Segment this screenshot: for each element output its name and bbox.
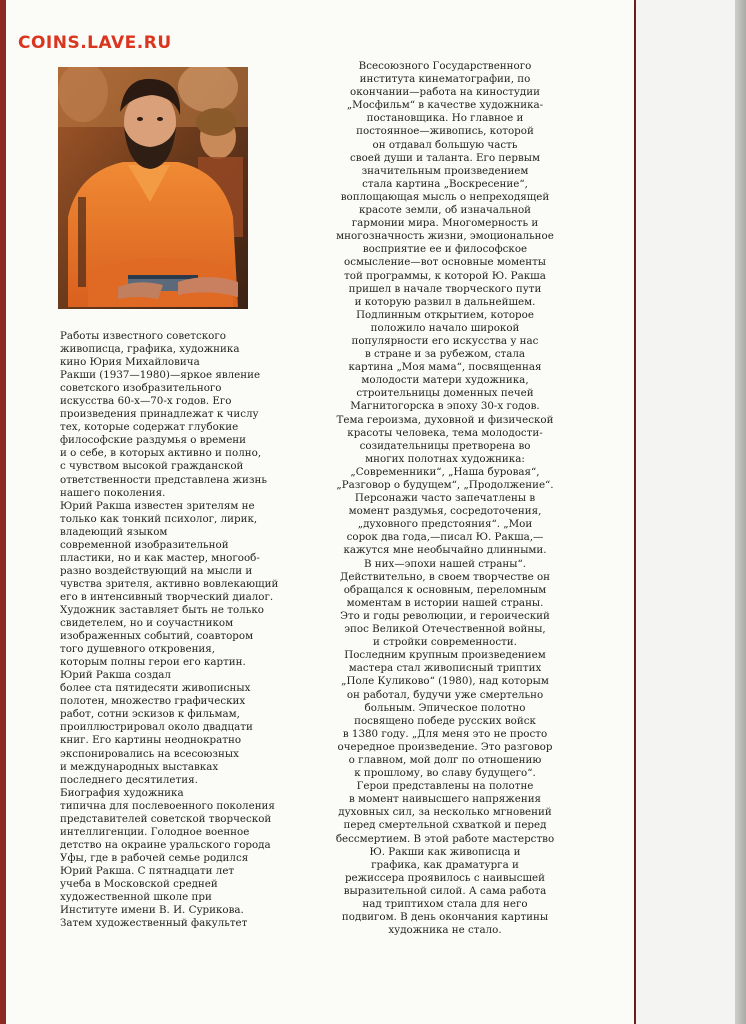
left-column-text-line: искусства 60-х—70-х годов. Его (60, 395, 232, 408)
right-column-text-line: подвигом. В день окончания картины (341, 911, 549, 924)
right-column-text-line: института кинематографии, по (359, 73, 531, 86)
right-column-text-line: момент раздумья, сосредоточения, (348, 505, 542, 518)
right-column-text-line: Тема героизма, духовной и физической (336, 413, 554, 426)
left-column-text-line: Институте имени В. И. Сурикова. (60, 904, 244, 917)
left-column-text-line: представителей советской творческой (60, 812, 272, 825)
right-column-text-line: „духовного предстояния“. „Мои (357, 518, 533, 531)
left-column-text-line: более ста пятидесяти живописных (60, 682, 251, 695)
right-column-text-line: гармонии мира. Многомерность и (351, 217, 539, 230)
right-column-text-line: постоянное—живопись, которой (356, 125, 534, 138)
right-column-text-line: популярности его искусства у нас (351, 334, 539, 347)
right-column-text-line: перед смертельной схваткой и перед (343, 819, 547, 832)
left-column-text-line: книг. Его картины неоднократно (60, 734, 242, 747)
left-column-text-line: его в интенсивный творческий диалог. (60, 590, 274, 603)
right-column-text-line: мастера стал живописный триптих (348, 662, 542, 675)
right-column-text-line: режиссера проявилось с наивысшей (344, 871, 546, 884)
left-text-column (60, 330, 292, 930)
left-column-text-line: владеющий языком (60, 525, 168, 538)
left-column-text-line: ответственности представлена жизнь (60, 473, 267, 486)
right-column-text-line: он отдавал большую часть (372, 138, 518, 151)
right-column-text-line: кажутся мне необычайно длинными. (343, 544, 547, 557)
right-column-text-line: очередное произведение. Это разговор (337, 740, 553, 753)
right-column-text-line: „Поле Куликово“ (1980), над которым (341, 675, 549, 688)
right-column-text-line: и которую развил в дальнейшем. (354, 295, 536, 308)
right-column-text-line: стала картина „Воскресение“, (362, 177, 528, 190)
right-text-column (326, 60, 564, 937)
left-column-text-line: интеллигенции. Голодное военное (60, 825, 250, 838)
right-column-text-line: красоты человека, тема молодости- (347, 426, 543, 439)
left-column-text-line: Уфы, где в рабочей семье родился (60, 851, 249, 864)
right-column-text-line: посвящено победе русских войск (354, 714, 536, 727)
left-column-text-line: того душевного откровения, (60, 643, 216, 656)
right-column-text-line: строительницы доменных печей (356, 387, 534, 400)
left-column-text-line: тех, которые содержат глубокие (60, 421, 239, 434)
right-column-text-line: и стройки современности. (373, 636, 517, 649)
right-column-text-line: графика, как драматурга и (371, 858, 519, 871)
page-edge-shadow (735, 0, 746, 1024)
right-column-text-line: он работал, будучи уже смертельно (346, 688, 544, 701)
left-column-text-line: проиллюстрировал около двадцати (60, 721, 253, 734)
portrait-illustration (58, 67, 248, 309)
right-column-text-line: осмысление—вот основные моменты (344, 256, 546, 269)
right-column-text-line: той программы, к которой Ю. Ракша (344, 269, 546, 282)
left-column-text-line: и международных выставках (60, 760, 219, 773)
right-column-text-line: Персонажи часто запечатлены в (354, 492, 536, 505)
left-column-text-line: изображенных событий, соавтором (60, 630, 254, 643)
left-column-text-line: свидетелем, но и соучастником (60, 617, 234, 630)
left-column-text-line: только как тонкий психолог, лирик, (60, 512, 258, 525)
left-column-text-line: философские раздумья о времени (60, 434, 247, 447)
right-column-text-line: эпос Великой Отечественной войны, (344, 623, 546, 636)
artist-portrait-photo (58, 67, 248, 309)
right-column-text-line: выразительной силой. А сама работа (343, 884, 547, 897)
left-column-text-line: советского изобразительного (60, 382, 222, 395)
left-column-text-line: Юрий Ракша известен зрителям не (60, 499, 255, 512)
right-column-text-line: Магнитогорска в эпоху 30-х годов. (350, 400, 540, 413)
left-column-text-line: и о себе, в которых активно и полно, (60, 447, 262, 460)
right-column-text-line: своей души и таланта. Его первым (350, 151, 540, 164)
right-column-text-line: о главном, мой долг по отношению (348, 753, 542, 766)
left-column-text-line: работ, сотни эскизов к фильмам, (60, 708, 240, 721)
left-column-text-line: учеба в Московской средней (60, 877, 218, 890)
right-column-text-line: значительным произведением (361, 164, 529, 177)
left-column-text-line: экспонировались на всесоюзных (60, 747, 239, 760)
left-column-text-line: художественной школе при (60, 891, 212, 904)
left-column-text-line: Юрий Ракша создал (60, 669, 171, 682)
right-column-text-line: обращался к основным, переломным (343, 583, 547, 596)
watermark-text: COINS.LAVE.RU (18, 33, 172, 53)
right-column-text-line: молодости матери художника, (361, 374, 529, 387)
left-column-text-line: которым полны герои его картин. (60, 656, 246, 669)
right-column-text-line: многих полотнах художника: (365, 452, 525, 465)
right-column-text-line: воплощающая мысль о непреходящей (340, 190, 550, 203)
left-column-text-line: Художник заставляет быть не только (60, 603, 264, 616)
left-column-text-line: живописца, графика, художника (60, 343, 240, 356)
right-column-text-line: „Разговор о будущем“, „Продолжение“. (336, 479, 554, 491)
right-column-text-line: сорок два года,—писал Ю. Ракша,— (346, 531, 544, 544)
right-column-text-line: над триптихом стала для него (362, 898, 528, 910)
left-column-text-line: пластики, но и как мастер, многооб- (60, 551, 260, 564)
right-column-text-line: красоте земли, об изначальной (358, 204, 532, 217)
left-column-text-line: чувства зрителя, активно вовлекающий (60, 577, 279, 590)
right-column-text-line: В них—эпохи нашей страны“. (363, 557, 527, 570)
right-column-text-line: духовных сил, за несколько мгновений (338, 806, 552, 819)
left-column-text-line: последнего десятилетия. (60, 773, 198, 786)
left-column-text-line: детство на окраине уральского города (60, 838, 271, 851)
right-column-text-line: пришел в начале творческого пути (348, 282, 542, 295)
right-column-text-line: окончании—работа на киностудии (350, 86, 540, 99)
right-column-text-line: художника не стало. (388, 924, 502, 937)
right-column-text-line: в 1380 году. „Для меня это не просто (342, 727, 548, 740)
right-column-text-line: к прошлому, во славу будущего“. (354, 767, 536, 780)
right-column-text-line: Это и годы революции, и героический (340, 609, 550, 622)
left-column-text-line: кино Юрия Михайловича (60, 356, 200, 369)
right-column-text-line: „Современники“, „Наша буровая“, (350, 465, 540, 478)
right-column-text-line: многозначность жизни, эмоциональное (336, 230, 554, 243)
right-column-text-line: больным. Эпическое полотно (364, 701, 526, 714)
left-column-text-line: Ракши (1937—1980)—яркое явление (60, 369, 261, 382)
right-column-text-line: моментам в истории нашей страны. (346, 596, 544, 609)
left-column-text-line: типична для послевоенного поколения (60, 799, 275, 812)
right-column-text-line: положило начало широкой (370, 321, 520, 334)
left-column-text-line: Затем художественный факультет (60, 917, 248, 930)
right-column-text-line: постановщика. Но главное и (366, 112, 524, 125)
left-column-text-line: произведения принадлежат к числу (60, 408, 259, 421)
right-column-text-line: в момент наивысшего напряжения (348, 793, 542, 806)
left-column-text-line: Работы известного советского (60, 330, 226, 342)
adjacent-page-strip (636, 0, 746, 1024)
right-column-text-line: бессмертием. В этой работе мастерство (335, 832, 555, 845)
right-column-text-line: Подлинным открытием, которое (356, 308, 534, 321)
right-column-text-line: Ю. Ракши как живописца и (369, 845, 521, 858)
left-column-text-line: разно воздействующий на мысли и (60, 564, 253, 577)
left-column-text-line: современной изобразительной (60, 538, 229, 551)
right-column-text-line: Герои представлены на полотне (356, 780, 534, 793)
left-column-text-line: с чувством высокой гражданской (60, 460, 244, 473)
right-column-text-line: в стране и за рубежом, стала (364, 348, 526, 361)
left-column-text-line: полотен, множество графических (60, 695, 246, 708)
right-column-text-line: восприятие ее и философское (362, 243, 528, 256)
left-column-text-line: Юрий Ракша. С пятнадцати лет (60, 864, 235, 877)
right-column-text-line: Всесоюзного Государственного (358, 60, 532, 72)
right-column-text-line: Действительно, в своем творчестве он (339, 570, 551, 583)
left-column-text-line: нашего поколения. (60, 486, 166, 499)
right-column-text-line: картина „Моя мама“, посвященная (348, 361, 542, 374)
right-column-text-line: Последним крупным произведением (344, 649, 546, 662)
left-column-text-line: Биография художника (60, 786, 184, 799)
right-column-text-line: созидательницы претворена во (359, 439, 531, 452)
right-column-text-line: „Мосфильм“ в качестве художника- (346, 99, 544, 112)
